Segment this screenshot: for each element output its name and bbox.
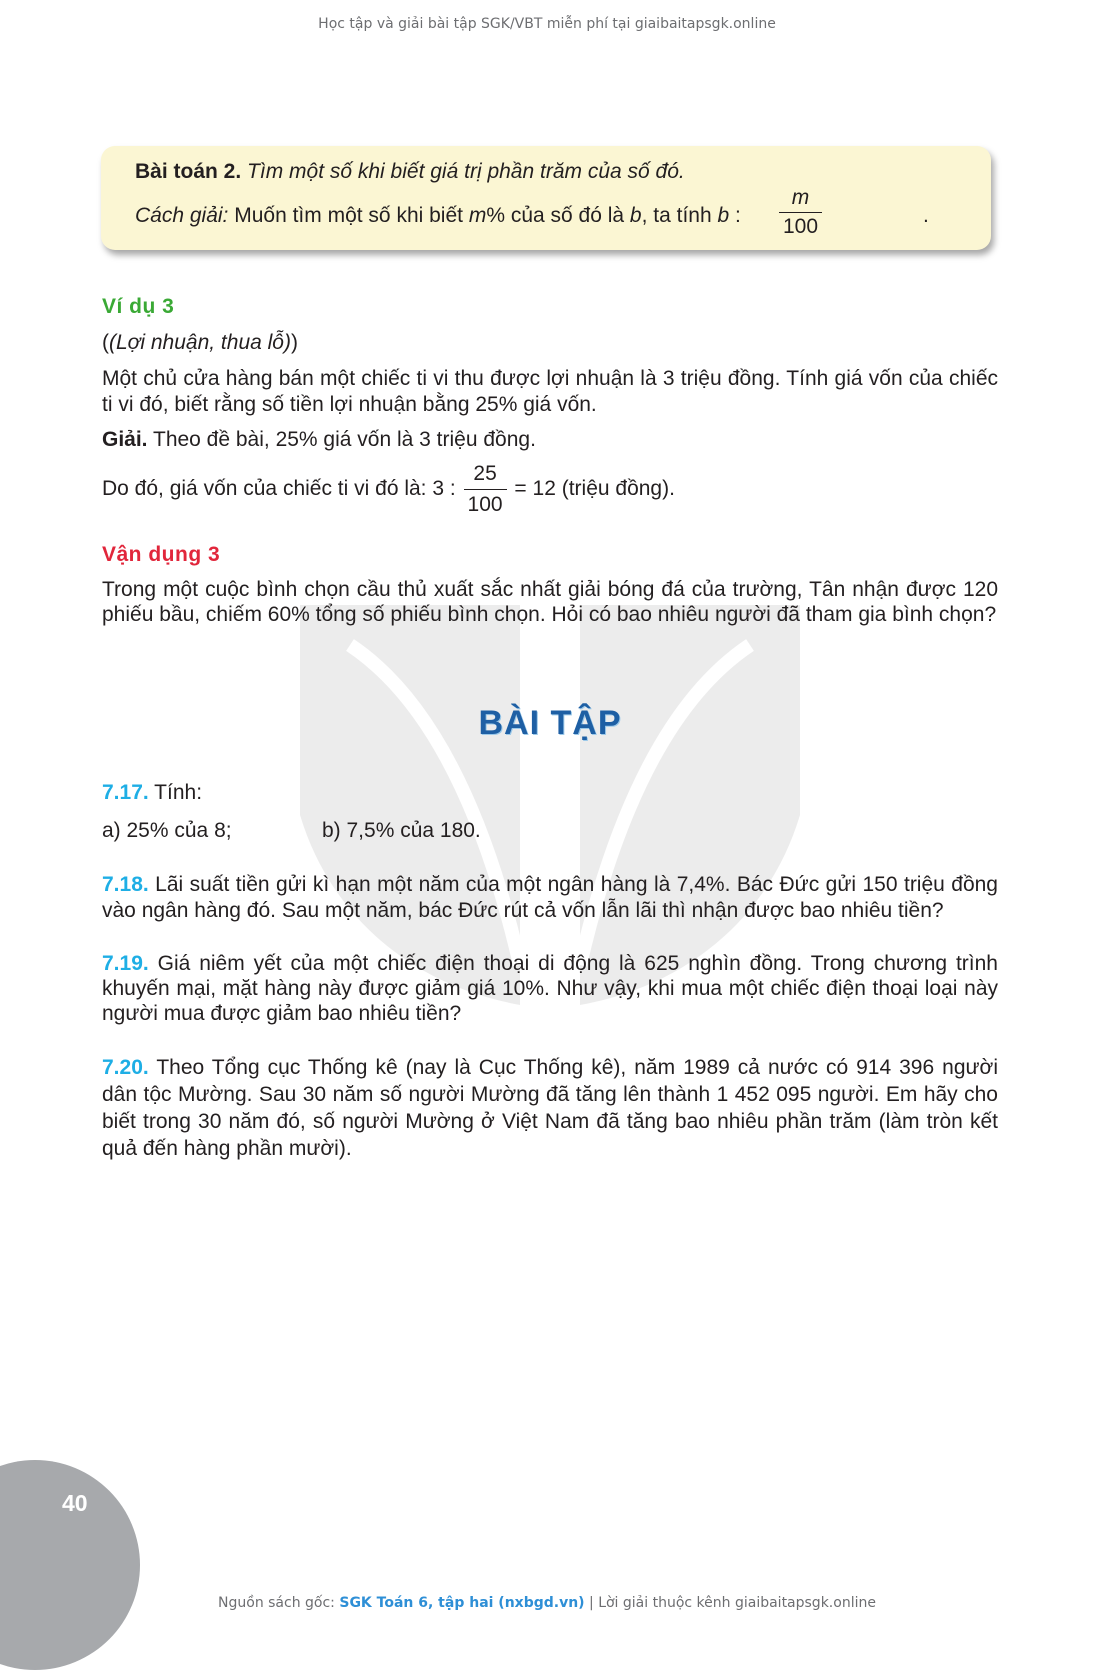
- apply-text: Trong một cuộc bình chọn cầu thủ xuất sắc nhất giải bóng đá của trường, Tân nhận được 120 phiếu bầu, chiếm 60% tổng số phiếu bình chọn. Hỏi có bao nhiêu người đã tham gia bình chọn?: [102, 578, 998, 626]
- exercise-7-19: [102, 951, 998, 1026]
- exercise-7-17-b: b) 7,5% của 180.: [322, 819, 481, 842]
- fraction-numerator: 25: [464, 461, 507, 490]
- exercise-text: Giá niêm yết của một chiếc điện thoại di động là 625 nghìn đồng. Trong chương trình khuyến mại, mặt hàng này được giảm giá 10%. Như vậy, khi mua một chiếc điện thoại loại này người mua được giảm bao nhiêu tiền?: [102, 952, 998, 1025]
- solution-text: Theo đề bài, 25% giá vốn là 3 triệu đồng.: [147, 428, 536, 451]
- var-b: b: [629, 204, 642, 227]
- conclusion-text-a: Do đó, giá vốn của chiếc ti vi đó là: 3 :: [102, 477, 462, 501]
- example-subtitle-text: (Lợi nhuận, thua lỗ): [109, 331, 291, 354]
- example-problem: Một chủ cửa hàng bán một chiếc ti vi thu được lợi nhuận là 3 triệu đồng. Tính giá vốn của chiếc ti vi đó, biết rằng số tiền lợi nhuận bằng 25% giá vốn.: [102, 367, 998, 416]
- conclusion-text-b: = 12 (triệu đồng).: [508, 477, 675, 501]
- footer-note: [0, 1595, 1094, 1611]
- exercise-number: 7.18.: [102, 873, 149, 896]
- header-note: Học tập và giải bài tập SGK/VBT miễn phí tại giaibaitapsgk.online: [318, 16, 776, 32]
- method-label: Cách giải:: [135, 204, 229, 227]
- fraction-denominator: 100: [783, 215, 819, 238]
- exercise-number: 7.17.: [102, 781, 149, 804]
- fraction-25-100: [464, 461, 507, 518]
- example-heading: Ví dụ 3: [102, 295, 175, 318]
- footer-suffix: | Lời giải thuộc kênh giaibaitapsgk.online: [584, 1595, 876, 1611]
- fraction-numerator: m: [779, 186, 822, 213]
- example-subtitle: ((Lợi nhuận, thua lỗ)): [102, 331, 298, 354]
- exercise-7-17: [102, 780, 202, 806]
- solution-label: Giải.: [102, 428, 148, 451]
- footer-source-link[interactable]: SGK Toán 6, tập hai (nxbgd.vn): [339, 1595, 585, 1611]
- page-number: 40: [62, 1490, 88, 1516]
- var-b-2: b: [717, 204, 730, 227]
- exercise-number: 7.19.: [102, 952, 149, 975]
- method-box: [101, 146, 991, 250]
- method-text-b: % của số đó là: [486, 204, 630, 227]
- example-solution: [102, 427, 536, 453]
- box-title-label: Bài toán 2.: [135, 160, 242, 183]
- exercise-7-20: [102, 1054, 998, 1162]
- box-title-text: Tìm một số khi biết giá trị phần trăm của số đó.: [241, 160, 685, 183]
- method-text-c: , ta tính: [641, 204, 718, 227]
- exercise-7-17-a: a) 25% của 8;: [102, 819, 232, 842]
- method-text-d: :: [729, 204, 741, 227]
- fraction-denominator: 100: [467, 493, 503, 516]
- box-method-text: [135, 204, 741, 228]
- box-title: [135, 160, 685, 184]
- var-m: m: [468, 204, 487, 227]
- apply-heading: Vận dụng 3: [102, 543, 221, 566]
- example-conclusion: [102, 461, 675, 518]
- exercise-7-18: [102, 872, 998, 924]
- exercise-text: Lãi suất tiền gửi kì hạn một năm của một ngân hàng là 7,4%. Bác Đức gửi 150 triệu đồng vào ngân hàng đó. Sau một năm, bác Đức rút cả vốn lẫn lãi thì nhận được bao nhiêu tiền?: [102, 873, 998, 922]
- exercise-text: Tính:: [148, 781, 203, 804]
- exercise-number: 7.20.: [102, 1056, 149, 1079]
- fraction-m-100: [779, 186, 822, 239]
- method-text-a: Muốn tìm một số khi biết: [228, 204, 469, 227]
- box-end-dot: .: [923, 204, 929, 227]
- book-leaf-logo-icon: [290, 585, 810, 1005]
- footer-prefix: Nguồn sách gốc:: [218, 1595, 340, 1611]
- exercises-title: BÀI TẬP: [478, 704, 622, 742]
- exercise-text: Theo Tổng cục Thống kê (nay là Cục Thống kê), năm 1989 cả nước có 914 396 người dân tộc Mường. Sau 30 năm số người Mường đã tăng lên thành 1 452 095 người. Em hãy cho biết trong 30 năm đó, số người Mường ở Việt Nam đã tăng bao nhiêu phần trăm (làm tròn kết quả đến hàng phần mười).: [102, 1056, 998, 1160]
